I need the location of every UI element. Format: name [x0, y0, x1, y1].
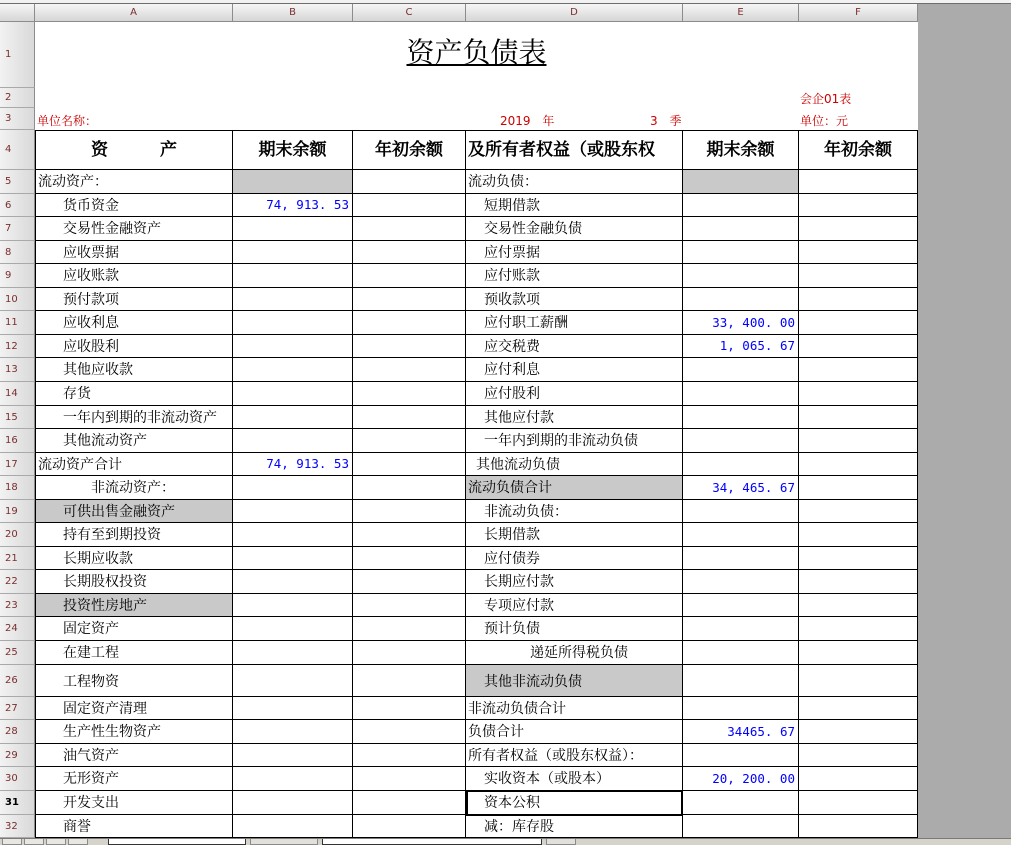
- column-header-a[interactable]: A: [35, 4, 233, 22]
- cell-a22[interactable]: 长期股权投资: [35, 570, 233, 594]
- cell-c17[interactable]: [353, 453, 466, 476]
- cell-a25[interactable]: 在建工程: [35, 641, 233, 665]
- cell-c31[interactable]: [353, 791, 466, 815]
- cell-b21[interactable]: [233, 547, 353, 570]
- cell-b23[interactable]: [233, 594, 353, 617]
- cell-f17[interactable]: [799, 453, 918, 476]
- cell-d18[interactable]: 流动负债合计: [466, 476, 683, 500]
- cell-f4[interactable]: 年初余额: [799, 130, 918, 170]
- cell-a19[interactable]: 可供出售金融资产: [35, 500, 233, 523]
- cell-d28[interactable]: 负债合计: [466, 720, 683, 744]
- cell-d11[interactable]: 应付职工薪酬: [466, 311, 683, 335]
- cell-f15[interactable]: [799, 406, 918, 429]
- cell-d8[interactable]: 应付票据: [466, 241, 683, 264]
- cell-e27[interactable]: [683, 697, 799, 720]
- cell-b18[interactable]: [233, 476, 353, 500]
- cell-c21[interactable]: [353, 547, 466, 570]
- cell-f7[interactable]: [799, 217, 918, 241]
- sheet-tab[interactable]: [546, 839, 576, 845]
- cell-d15[interactable]: 其他应付款: [466, 406, 683, 429]
- row-header-3[interactable]: 3: [0, 108, 35, 130]
- cell-f20[interactable]: [799, 523, 918, 547]
- row-header-11[interactable]: 11: [0, 311, 35, 335]
- cell-d23[interactable]: 专项应付款: [466, 594, 683, 617]
- cell-a7[interactable]: 交易性金融资产: [35, 217, 233, 241]
- cell-c4[interactable]: 年初余额: [353, 130, 466, 170]
- sheet-nav-last-button[interactable]: [68, 839, 88, 845]
- cell-a23[interactable]: 投资性房地产: [35, 594, 233, 617]
- cell-e18[interactable]: 34, 465. 67: [683, 476, 799, 500]
- row-header-21[interactable]: 21: [0, 547, 35, 570]
- cell-d27[interactable]: 非流动负债合计: [466, 697, 683, 720]
- cell-f19[interactable]: [799, 500, 918, 523]
- row-header-8[interactable]: 8: [0, 241, 35, 264]
- cell-e5[interactable]: [683, 170, 799, 194]
- row-header-32[interactable]: 32: [0, 815, 35, 838]
- cell-d24[interactable]: 预计负债: [466, 617, 683, 641]
- cell-c8[interactable]: [353, 241, 466, 264]
- sheet-nav-prev-button[interactable]: [24, 839, 44, 845]
- cell-e17[interactable]: [683, 453, 799, 476]
- cell-f23[interactable]: [799, 594, 918, 617]
- cell-a6[interactable]: 货币资金: [35, 194, 233, 217]
- cell-c28[interactable]: [353, 720, 466, 744]
- cell-c19[interactable]: [353, 500, 466, 523]
- row-header-30[interactable]: 30: [0, 767, 35, 791]
- cell-e26[interactable]: [683, 665, 799, 697]
- cell-a15[interactable]: 一年内到期的非流动资产: [35, 406, 233, 429]
- cell-e9[interactable]: [683, 264, 799, 288]
- cell-d16[interactable]: 一年内到期的非流动负债: [466, 429, 683, 453]
- cell-c22[interactable]: [353, 570, 466, 594]
- cell-e4[interactable]: 期末余额: [683, 130, 799, 170]
- cell-c10[interactable]: [353, 288, 466, 311]
- cell-f31[interactable]: [799, 791, 918, 815]
- cell-f5[interactable]: [799, 170, 918, 194]
- cell-a9[interactable]: 应收账款: [35, 264, 233, 288]
- cell-a16[interactable]: 其他流动资产: [35, 429, 233, 453]
- cell-f22[interactable]: [799, 570, 918, 594]
- cell-b20[interactable]: [233, 523, 353, 547]
- cell-f16[interactable]: [799, 429, 918, 453]
- cell-f32[interactable]: [799, 815, 918, 838]
- cell-d14[interactable]: 应付股利: [466, 382, 683, 406]
- cell-b15[interactable]: [233, 406, 353, 429]
- cell-f11[interactable]: [799, 311, 918, 335]
- row-header-9[interactable]: 9: [0, 264, 35, 288]
- row-header-29[interactable]: 29: [0, 744, 35, 767]
- cell-e10[interactable]: [683, 288, 799, 311]
- cell-e30[interactable]: 20, 200. 00: [683, 767, 799, 791]
- cell-e12[interactable]: 1, 065. 67: [683, 335, 799, 358]
- cell-b30[interactable]: [233, 767, 353, 791]
- row-header-26[interactable]: 26: [0, 665, 35, 697]
- cell-d7[interactable]: 交易性金融负债: [466, 217, 683, 241]
- cell-d30[interactable]: 实收资本（或股本）: [466, 767, 683, 791]
- row-header-16[interactable]: 16: [0, 429, 35, 453]
- cell-b9[interactable]: [233, 264, 353, 288]
- cell-b13[interactable]: [233, 358, 353, 382]
- row-header-6[interactable]: 6: [0, 194, 35, 217]
- row-header-5[interactable]: 5: [0, 170, 35, 194]
- cell-f26[interactable]: [799, 665, 918, 697]
- cell-a13[interactable]: 其他应收款: [35, 358, 233, 382]
- cell-f28[interactable]: [799, 720, 918, 744]
- unit-name-label[interactable]: 单位名称：: [37, 114, 98, 128]
- report-title[interactable]: 资产负债表: [406, 36, 547, 69]
- cell-b8[interactable]: [233, 241, 353, 264]
- row-header-15[interactable]: 15: [0, 406, 35, 429]
- cell-b27[interactable]: [233, 697, 353, 720]
- row-header-22[interactable]: 22: [0, 570, 35, 594]
- row-header-20[interactable]: 20: [0, 523, 35, 547]
- cell-e6[interactable]: [683, 194, 799, 217]
- cell-e13[interactable]: [683, 358, 799, 382]
- cell-f27[interactable]: [799, 697, 918, 720]
- cell-c16[interactable]: [353, 429, 466, 453]
- cell-d31[interactable]: 资本公积: [466, 791, 683, 815]
- cell-f6[interactable]: [799, 194, 918, 217]
- cell-e11[interactable]: 33, 400. 00: [683, 311, 799, 335]
- report-quarter[interactable]: 3 季: [650, 114, 682, 128]
- column-header-d[interactable]: D: [466, 4, 683, 22]
- cell-a26[interactable]: 工程物资: [35, 665, 233, 697]
- cell-e24[interactable]: [683, 617, 799, 641]
- cell-d25[interactable]: 递延所得税负债: [466, 641, 683, 665]
- cell-c15[interactable]: [353, 406, 466, 429]
- cell-f14[interactable]: [799, 382, 918, 406]
- cell-f9[interactable]: [799, 264, 918, 288]
- row-header-31[interactable]: 31: [0, 791, 35, 815]
- cell-a30[interactable]: 无形资产: [35, 767, 233, 791]
- cell-d20[interactable]: 长期借款: [466, 523, 683, 547]
- row-header-10[interactable]: 10: [0, 288, 35, 311]
- row-header-19[interactable]: 19: [0, 500, 35, 523]
- cell-e25[interactable]: [683, 641, 799, 665]
- column-header-e[interactable]: E: [683, 4, 799, 22]
- cell-c26[interactable]: [353, 665, 466, 697]
- cell-a29[interactable]: 油气资产: [35, 744, 233, 767]
- cell-c6[interactable]: [353, 194, 466, 217]
- cell-f24[interactable]: [799, 617, 918, 641]
- cell-d10[interactable]: 预收款项: [466, 288, 683, 311]
- cell-b4[interactable]: 期末余额: [233, 130, 353, 170]
- cell-c14[interactable]: [353, 382, 466, 406]
- row-header-25[interactable]: 25: [0, 641, 35, 665]
- cell-c9[interactable]: [353, 264, 466, 288]
- cell-e15[interactable]: [683, 406, 799, 429]
- select-all-corner[interactable]: [0, 4, 35, 22]
- cell-d32[interactable]: 减：库存股: [466, 815, 683, 838]
- row-header-14[interactable]: 14: [0, 382, 35, 406]
- cell-c11[interactable]: [353, 311, 466, 335]
- cell-c12[interactable]: [353, 335, 466, 358]
- sheet-tab-bar: [0, 838, 1011, 845]
- cell-c32[interactable]: [353, 815, 466, 838]
- form-code[interactable]: 会企01表: [800, 92, 852, 106]
- cell-b7[interactable]: [233, 217, 353, 241]
- cell-a5[interactable]: 流动资产：: [35, 170, 233, 194]
- cell-c25[interactable]: [353, 641, 466, 665]
- row-header-23[interactable]: 23: [0, 594, 35, 617]
- cell-d6[interactable]: 短期借款: [466, 194, 683, 217]
- cell-a24[interactable]: 固定资产: [35, 617, 233, 641]
- cell-e21[interactable]: [683, 547, 799, 570]
- cell-c18[interactable]: [353, 476, 466, 500]
- cell-b6[interactable]: 74, 913. 53: [233, 194, 353, 217]
- row-header-24[interactable]: 24: [0, 617, 35, 641]
- cell-e32[interactable]: [683, 815, 799, 838]
- cell-b22[interactable]: [233, 570, 353, 594]
- row-header-12[interactable]: 12: [0, 335, 35, 358]
- cell-e31[interactable]: [683, 791, 799, 815]
- cell-a11[interactable]: 应收利息: [35, 311, 233, 335]
- cell-c23[interactable]: [353, 594, 466, 617]
- cell-a14[interactable]: 存货: [35, 382, 233, 406]
- cell-b11[interactable]: [233, 311, 353, 335]
- row-header-18[interactable]: 18: [0, 476, 35, 500]
- cell-c30[interactable]: [353, 767, 466, 791]
- cell-e20[interactable]: [683, 523, 799, 547]
- cell-a21[interactable]: 长期应收款: [35, 547, 233, 570]
- cell-f8[interactable]: [799, 241, 918, 264]
- cell-c27[interactable]: [353, 697, 466, 720]
- cell-d21[interactable]: 应付债券: [466, 547, 683, 570]
- cell-d26[interactable]: 其他非流动负债: [466, 665, 683, 697]
- sheet-nav-next-button[interactable]: [46, 839, 66, 845]
- cell-a31[interactable]: 开发支出: [35, 791, 233, 815]
- cell-b29[interactable]: [233, 744, 353, 767]
- row-header-1[interactable]: 1: [0, 22, 35, 88]
- cell-e19[interactable]: [683, 500, 799, 523]
- row-header-17[interactable]: 17: [0, 453, 35, 476]
- cell-a28[interactable]: 生产性生物资产: [35, 720, 233, 744]
- row-header-7[interactable]: 7: [0, 217, 35, 241]
- column-header-b[interactable]: B: [233, 4, 353, 22]
- cell-b28[interactable]: [233, 720, 353, 744]
- cell-d29[interactable]: 所有者权益（或股东权益）：: [466, 744, 683, 767]
- cell-b14[interactable]: [233, 382, 353, 406]
- report-year[interactable]: 2019 年: [500, 114, 555, 128]
- cell-f29[interactable]: [799, 744, 918, 767]
- cell-e22[interactable]: [683, 570, 799, 594]
- cell-a17[interactable]: 流动资产合计: [35, 453, 233, 476]
- cell-d12[interactable]: 应交税费: [466, 335, 683, 358]
- column-header-f[interactable]: F: [799, 4, 918, 22]
- sheet-tab[interactable]: [108, 839, 246, 845]
- row-header-2[interactable]: 2: [0, 88, 35, 108]
- cell-a8[interactable]: 应收票据: [35, 241, 233, 264]
- currency-unit[interactable]: 单位：元: [800, 114, 849, 128]
- cell-f18[interactable]: [799, 476, 918, 500]
- sheet-tab[interactable]: [322, 839, 542, 845]
- cell-b32[interactable]: [233, 815, 353, 838]
- cell-e14[interactable]: [683, 382, 799, 406]
- cell-b25[interactable]: [233, 641, 353, 665]
- cell-c5[interactable]: [353, 170, 466, 194]
- cell-b31[interactable]: [233, 791, 353, 815]
- row-header-4[interactable]: 4: [0, 130, 35, 170]
- cell-d22[interactable]: 长期应付款: [466, 570, 683, 594]
- cell-b12[interactable]: [233, 335, 353, 358]
- cell-a4[interactable]: 资 产: [35, 130, 233, 170]
- cell-f12[interactable]: [799, 335, 918, 358]
- cell-b26[interactable]: [233, 665, 353, 697]
- cell-a12[interactable]: 应收股利: [35, 335, 233, 358]
- cell-c20[interactable]: [353, 523, 466, 547]
- cell-e29[interactable]: [683, 744, 799, 767]
- cell-b16[interactable]: [233, 429, 353, 453]
- column-header-c[interactable]: C: [353, 4, 466, 22]
- row-header-27[interactable]: 27: [0, 697, 35, 720]
- cell-a10[interactable]: 预付款项: [35, 288, 233, 311]
- cell-d13[interactable]: 应付利息: [466, 358, 683, 382]
- cell-e28[interactable]: 34465. 67: [683, 720, 799, 744]
- cell-f10[interactable]: [799, 288, 918, 311]
- cell-f21[interactable]: [799, 547, 918, 570]
- cell-a32[interactable]: 商誉: [35, 815, 233, 838]
- cell-e23[interactable]: [683, 594, 799, 617]
- cell-d9[interactable]: 应付账款: [466, 264, 683, 288]
- row-header-28[interactable]: 28: [0, 720, 35, 744]
- cell-d17[interactable]: 其他流动负债: [466, 453, 683, 476]
- cell-a18[interactable]: 非流动资产：: [35, 476, 233, 500]
- cell-e16[interactable]: [683, 429, 799, 453]
- cell-e8[interactable]: [683, 241, 799, 264]
- cell-c13[interactable]: [353, 358, 466, 382]
- cell-b10[interactable]: [233, 288, 353, 311]
- cell-a20[interactable]: 持有至到期投资: [35, 523, 233, 547]
- cell-f13[interactable]: [799, 358, 918, 382]
- cell-f25[interactable]: [799, 641, 918, 665]
- cell-b19[interactable]: [233, 500, 353, 523]
- sheet-tab[interactable]: [250, 839, 318, 845]
- cell-f30[interactable]: [799, 767, 918, 791]
- cell-c29[interactable]: [353, 744, 466, 767]
- cell-b5[interactable]: [233, 170, 353, 194]
- cell-d19[interactable]: 非流动负债：: [466, 500, 683, 523]
- cell-c24[interactable]: [353, 617, 466, 641]
- cell-a27[interactable]: 固定资产清理: [35, 697, 233, 720]
- sheet-nav-first-button[interactable]: [2, 839, 22, 845]
- cell-d5[interactable]: 流动负债：: [466, 170, 683, 194]
- row-header-13[interactable]: 13: [0, 358, 35, 382]
- cell-b24[interactable]: [233, 617, 353, 641]
- cell-d4[interactable]: 及所有者权益（或股东权: [466, 130, 683, 170]
- cell-c7[interactable]: [353, 217, 466, 241]
- cell-e7[interactable]: [683, 217, 799, 241]
- cell-b17[interactable]: 74, 913. 53: [233, 453, 353, 476]
